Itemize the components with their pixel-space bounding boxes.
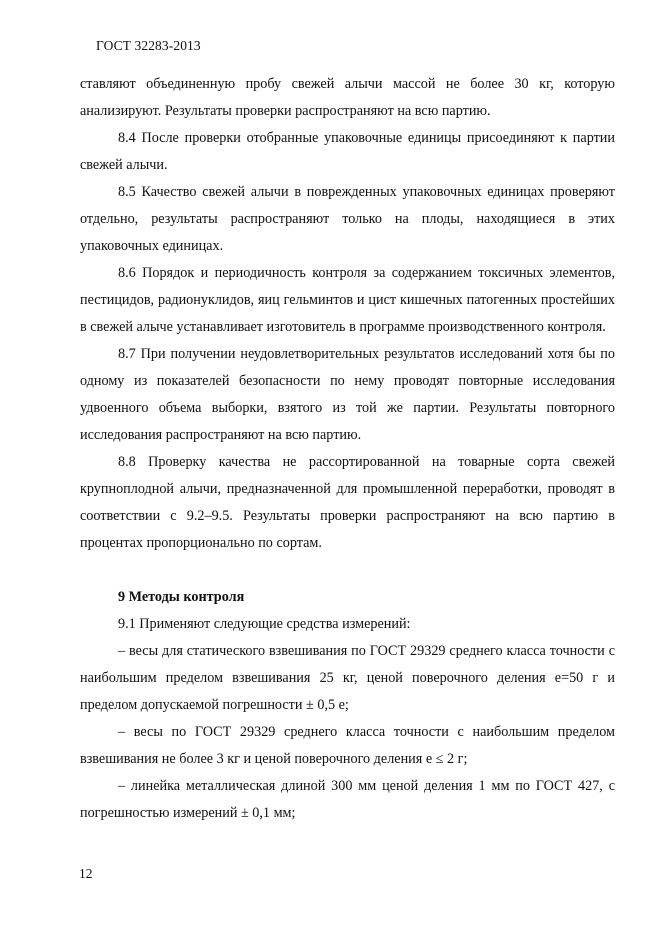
page-number: 12: [79, 866, 93, 881]
page-header-standard: ГОСТ 32283-2013: [96, 38, 201, 53]
paragraph-8-8: 8.8 Проверку качества не рассортированной на товарные сорта свежей крупноплодной алычи, предназначенной для промышленной переработки, проводят в соответствии с 9.2–9.5. Результаты проверки распространяют на всю партию в процентах пропорционально по сортам.: [80, 454, 615, 551]
paragraph-8-6: 8.6 Порядок и периодичность контроля за содержанием токсичных элементов, пестицидов, радионуклидов, яиц гельминтов и цист кишечных патогенных простейших в свежей алыче устанавливает изготовитель в программе производственного контроля.: [80, 265, 615, 335]
document-body: [80, 71, 615, 827]
paragraph-9-1: 9.1 Применяют следующие средства измерений:: [118, 616, 411, 632]
paragraph-continuation: ставляют объединенную пробу свежей алычи массой не более 30 кг, которую анализируют. Результаты проверки распространяют на всю партию.: [80, 76, 615, 119]
paragraph-8-5: 8.5 Качество свежей алычи в поврежденных упаковочных единицах проверяют отдельно, результаты распространяют только на плоды, находящиеся в этих упаковочных единицах.: [80, 184, 615, 254]
section-9-title: 9 Методы контроля: [118, 589, 245, 605]
list-item-scales-3kg: – весы по ГОСТ 29329 среднего класса точности с наибольшим пределом взвешивания не более 3 кг и ценой поверочного деления е ≤ 2 г;: [80, 724, 615, 767]
list-item-metal-ruler: – линейка металлическая длиной 300 мм ценой деления 1 мм по ГОСТ 427, с погрешностью измерений ± 0,1 мм;: [80, 778, 615, 821]
paragraph-8-4: 8.4 После проверки отобранные упаковочные единицы присоединяют к партии свежей алычи.: [80, 130, 615, 173]
list-item-scales-25kg: – весы для статического взвешивания по ГОСТ 29329 среднего класса точности с наибольшим пределом взвешивания 25 кг, ценой поверочного деления е=50 г и пределом допускаемой погрешности ± 0,5 е;: [80, 643, 615, 713]
paragraph-8-7: 8.7 При получении неудовлетворительных результатов исследований хотя бы по одному из показателей безопасности по нему проводят повторные исследования удвоенного объема выборки, взятого из той же партии. Результаты повторного исследования распространяют на всю партию.: [80, 346, 615, 443]
